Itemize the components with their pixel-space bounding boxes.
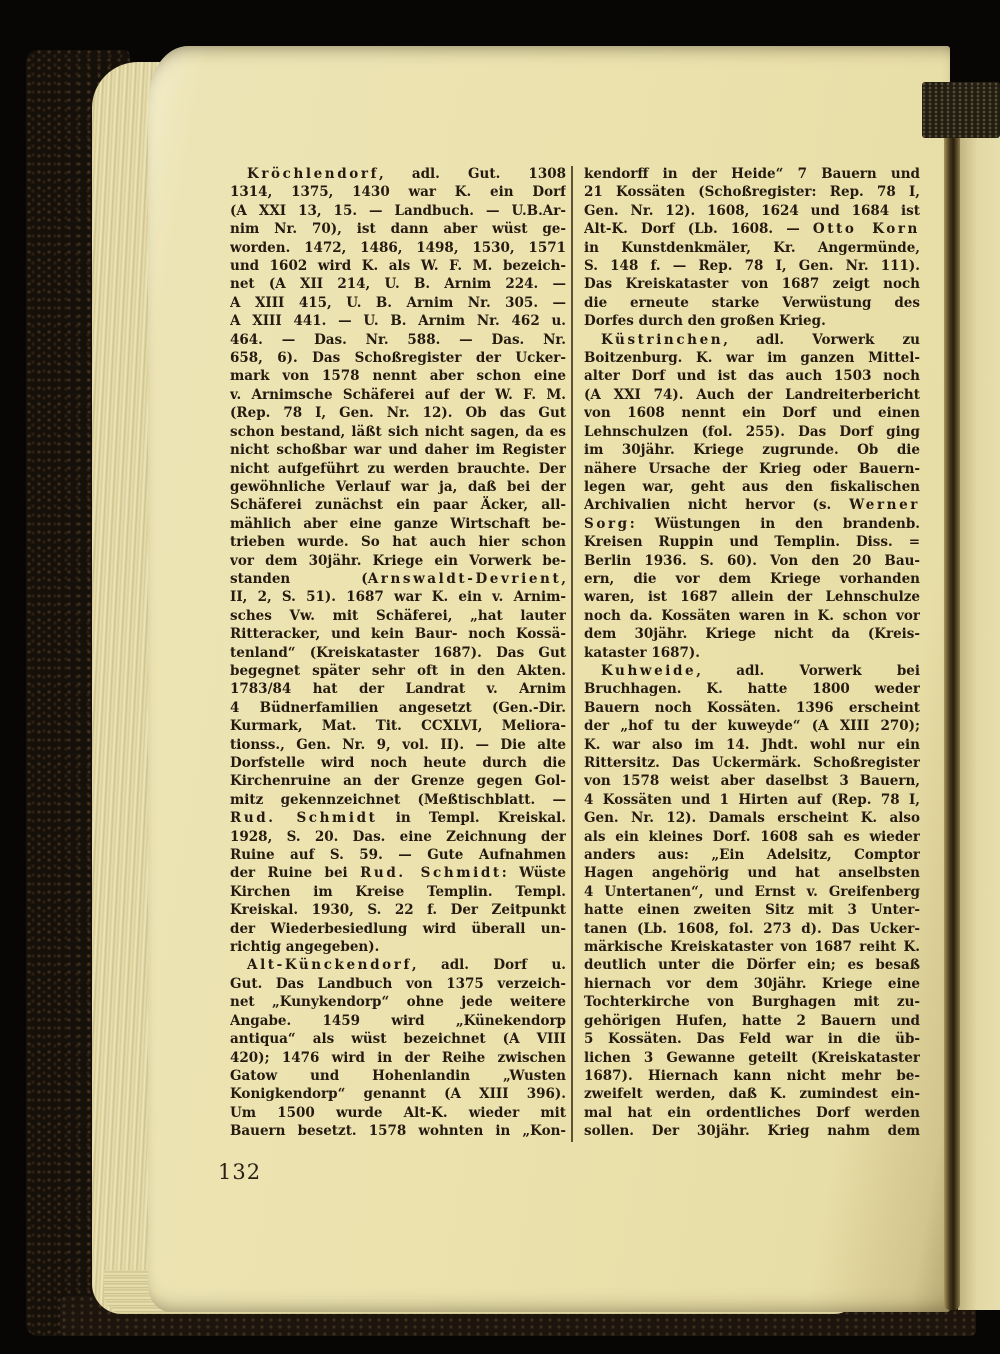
text-line: tanen (Lb. 1608, fol. 273 d). Das Ucker-	[584, 920, 920, 937]
text-line	[230, 570, 566, 588]
text-line: 1687). Hiernach kann nicht mehr be-	[584, 1067, 920, 1084]
text-line: antiqua“ als wüst bezeichnet (A VIII	[230, 1031, 566, 1048]
text-segment: ,	[561, 570, 566, 587]
text-segment: , adl. Vorwerk bei	[696, 662, 920, 679]
text-line: märkische Kreiskataster von 1687 reiht K.	[584, 939, 920, 956]
text-line: die erneute starke Verwüstung des	[584, 294, 920, 311]
text-line: anders aus: „Ein Adelsitz, Comptor	[584, 847, 920, 864]
text-line: kataster 1687).	[584, 644, 700, 661]
text-line: richtig angegeben).	[230, 939, 380, 956]
text-line: (A XXI 13, 15. — Landbuch. — U.B.Ar-	[230, 202, 566, 219]
text-line: im 30jähr. Kriege zugrunde. Ob die	[584, 442, 920, 459]
text-segment: , adl. Gut. 1308	[378, 166, 566, 182]
text-line: worden. 1472, 1486, 1498, 1530, 1571	[230, 239, 566, 256]
text-line: gewöhnliche Verlauf war ja, daß bei der	[230, 478, 566, 495]
gutter-top-shadow	[922, 82, 1000, 138]
text-line: Das Kreiskataster von 1687 zeigt noch	[584, 276, 920, 293]
text-line: sollen. Der 30jähr. Krieg nahm dem	[584, 1123, 920, 1140]
text-line: Rittersitz. Das Uckermärk. Schoßregister	[584, 755, 920, 771]
text-line	[584, 515, 920, 533]
text-line: Tochterkirche von Burghagen mit zu-	[584, 994, 920, 1011]
text-line: v. Arnimsche Schäferei auf der W. F. M.	[230, 386, 566, 403]
letterspaced-name: Sorg	[584, 515, 630, 532]
text-line: Gatow und Hohenlandin „Wusten	[230, 1067, 566, 1084]
column-divider-rule	[571, 166, 573, 1142]
text-line: hiernach vor dem 30jähr. Kriege eine	[584, 975, 920, 992]
text-line: der „hof tu der kuweyde“ (A XIII 270);	[584, 718, 920, 735]
text-line: legen war, geht aus den fiskalischen	[584, 478, 920, 495]
text-line: nähere Ursache der Krieg oder Bauern-	[584, 460, 920, 477]
text-line: mitz gekennzeichnet (Meßtischblatt. —	[230, 791, 566, 808]
text-segment: , adl. Dorf u.	[411, 957, 566, 974]
text-line: net (A XII 214, U. B. Arnim 224. —	[230, 276, 566, 293]
text-line: net „Kunykendorp“ ohne jede weitere	[230, 994, 566, 1011]
text-line: Gen. Nr. 12). Damals erscheint K. also	[584, 810, 920, 827]
text-segment: der Ruine bei	[230, 865, 361, 882]
letterspaced-name: Kuhweide	[601, 662, 697, 679]
text-line: 1783/84 hat der Landrat v. Arnim	[230, 681, 566, 698]
text-line: nicht aufgeführt zu werden brauchte. Der	[230, 460, 566, 477]
text-segment: : Wüste	[501, 865, 566, 882]
text-line: A XIII 441. — U. B. Arnim Nr. 462 u.	[230, 313, 566, 330]
text-line: Gen. Nr. 12). 1608, 1624 und 1684 ist	[584, 202, 920, 219]
text-line: in Kunstdenkmäler, Kr. Angermünde,	[584, 239, 920, 256]
text-segment: Alt-K. Dorf (Lb. 1608. —	[584, 221, 813, 238]
text-line	[230, 864, 566, 882]
text-line: Bauern noch Kossäten. 1396 erscheint	[584, 699, 920, 716]
text-line: Dorfes durch den großen Krieg.	[584, 313, 826, 330]
text-line: Lehnschulzen (fol. 255). Das Dorf ging	[584, 423, 920, 440]
text-line: vor dem 30jähr. Kriege ein Vorwerk be-	[230, 552, 566, 569]
text-line: 21 Kossäten (Schoßregister: Rep. 78 I,	[584, 184, 920, 201]
text-line: als ein kleines Dorf. 1608 sah es wieder	[584, 828, 920, 845]
text-line: Um 1500 wurde Alt-K. wieder mit	[230, 1104, 566, 1121]
text-line: Ritteracker, und kein Baur- noch Kossä-	[230, 626, 566, 643]
text-line: Bruchhagen. K. hatte 1800 weder	[584, 681, 920, 698]
text-line: mark von 1578 nennt aber schon eine	[230, 368, 566, 385]
text-line	[230, 956, 566, 974]
text-line: Dorfstelle wird noch heute durch die	[230, 755, 566, 771]
text-line: kendorff in der Heide“ 7 Bauern und	[584, 166, 920, 182]
book-gutter	[944, 88, 960, 1310]
text-line	[584, 496, 920, 514]
text-line	[584, 662, 920, 680]
text-line: der Wiederbesiedlung wird überall un-	[230, 920, 566, 937]
text-line: A XIII 415, U. B. Arnim Nr. 305. —	[230, 294, 566, 311]
text-line: Kreiskal. 1930, S. 22 f. Der Zeitpunkt	[230, 902, 566, 919]
letterspaced-name: Rud. Schmidt	[360, 865, 502, 882]
text-line	[230, 165, 566, 183]
text-line: 464. — Das. Nr. 588. — Das. Nr.	[230, 331, 566, 348]
text-line: lichen 3 Gewanne geteilt (Kreiskataster	[584, 1049, 920, 1066]
text-line: Kirchenruine an der Grenze gegen Gol-	[230, 773, 566, 790]
text-line: (Rep. 78 I, Gen. Nr. 12). Ob das Gut	[230, 405, 566, 422]
text-line: II, 2, S. 51). 1687 war K. ein v. Arnim-	[230, 589, 566, 606]
text-line: mählich aber eine ganze Wirtschaft be-	[230, 515, 566, 532]
text-line	[584, 331, 920, 349]
text-line: und 1602 wird K. als W. F. M. bezeich-	[230, 258, 566, 275]
text-segment: Archivalien nicht hervor (s.	[584, 497, 850, 514]
letterspaced-name: Otto Korn	[812, 221, 920, 238]
text-line: Kreisen Ruppin und Templin. Diss. =	[584, 534, 920, 551]
text-line: von 1608 nennt ein Dorf und einen	[584, 405, 920, 422]
text-line: tenland“ (Kreiskataster 1687). Das Gut	[230, 644, 566, 661]
text-line: 658, 6). Das Schoßregister der Ucker-	[230, 350, 566, 367]
text-line: 4 Kossäten und 1 Hirten auf (Rep. 78 I,	[584, 791, 920, 808]
text-segment: in Templ. Kreiskal.	[377, 810, 566, 827]
text-column-right	[584, 165, 920, 1141]
text-line: tionss., Gen. Nr. 9, vol. II). — Die alte	[230, 736, 566, 753]
text-line: Berlin 1936. S. 60). Von den 20 Bau-	[584, 552, 920, 569]
text-line: 5 Kossäten. Das Feld war in die üb-	[584, 1031, 920, 1048]
letterspaced-name: Arnswaldt-Devrient	[367, 570, 562, 587]
letterspaced-name: Werner	[849, 497, 920, 514]
letterspaced-name: Kröchlendorf	[247, 166, 379, 182]
text-segment: , adl. Vorwerk zu	[723, 331, 920, 348]
facing-page-edge	[958, 130, 1000, 1310]
text-line: begegnet später sehr oft in den Akten.	[230, 662, 566, 679]
text-line: alter Dorf und ist das auch 1503 noch	[584, 368, 920, 385]
text-line: 420); 1476 wird in der Reihe zwischen	[230, 1049, 566, 1066]
letterspaced-name: Alt-Künckendorf	[247, 957, 412, 974]
text-line: von 1578 weist aber daselbst 3 Bauern,	[584, 773, 920, 790]
text-line: 1928, S. 20. Das. eine Zeichnung der	[230, 828, 566, 845]
text-line	[230, 809, 566, 827]
text-segment: standen (	[230, 570, 368, 587]
text-line: (A XXI 74). Auch der Landreiterbericht	[584, 386, 920, 403]
text-column-left	[230, 165, 566, 1141]
text-line: sches Vw. mit Schäferei, „hat lauter	[230, 607, 566, 624]
text-line: nicht schoßbar war und daher im Register	[230, 442, 566, 459]
text-line: waren, ist 1687 allein der Lehnschulze	[584, 589, 920, 606]
letterspaced-name: Küstrinchen	[601, 331, 724, 348]
text-line: Ruine auf S. 59. — Gute Aufnahmen	[230, 847, 566, 864]
text-line: mal hat ein ordentliches Dorf werden	[584, 1104, 920, 1121]
text-line: S. 148 f. — Rep. 78 I, Gen. Nr. 111).	[584, 258, 920, 275]
text-line: K. war also im 14. Jhdt. wohl nur ein	[584, 736, 920, 753]
text-line: Boitzenburg. K. war im ganzen Mittel-	[584, 350, 920, 367]
text-line: Kirchen im Kreise Templin. Templ.	[230, 883, 566, 900]
text-line: 4 Büdnerfamilien angesetzt (Gen.-Dir.	[230, 699, 566, 716]
page-number: 132	[218, 1160, 262, 1184]
text-line: schon bestand, läßt sich nicht sagen, da es	[230, 423, 566, 440]
letterspaced-name: Rud. Schmidt	[230, 810, 378, 827]
text-line: Angabe. 1459 wird „Künekendorp	[230, 1012, 566, 1029]
text-segment: : Wüstungen in den brandenb.	[629, 515, 920, 532]
text-line: noch da. Kossäten waren in K. schon vor	[584, 607, 920, 624]
text-line: gehörigen Hufen, hatte 2 Bauern und	[584, 1012, 920, 1029]
text-line: Bauern besetzt. 1578 wohnten in „Kon-	[230, 1123, 566, 1140]
text-line: Konigkendorp“ genannt (A XIII 396).	[230, 1086, 566, 1103]
text-line: ern, die vor dem Kriege vorhanden	[584, 570, 920, 587]
text-line: dem 30jähr. Kriege nicht da (Kreis-	[584, 626, 920, 643]
text-line: 1314, 1375, 1430 war K. ein Dorf	[230, 184, 566, 201]
text-line: Gut. Das Landbuch von 1375 verzeich-	[230, 975, 566, 992]
text-line: Schäferei zunächst ein paar Äcker, all-	[230, 497, 566, 514]
text-line: Kurmark, Mat. Tit. CCXLVI, Meliora-	[230, 718, 566, 735]
text-line	[584, 220, 920, 238]
text-line: Hagen angehörig und hat anselbsten	[584, 865, 920, 882]
text-line: deutlich unter die Dörfer ein; es besaß	[584, 957, 920, 974]
text-line: hatte einen zweiten Sitz mit 3 Unter-	[584, 902, 920, 919]
text-line: zweifelt werden, daß K. zumindest ein-	[584, 1086, 920, 1103]
text-line: nim Nr. 70), ist dann aber wüst ge-	[230, 221, 566, 238]
text-line: trieben wurde. So hat auch hier schon	[230, 534, 566, 551]
text-line: 4 Untertanen“, und Ernst v. Greifenberg	[584, 883, 920, 900]
